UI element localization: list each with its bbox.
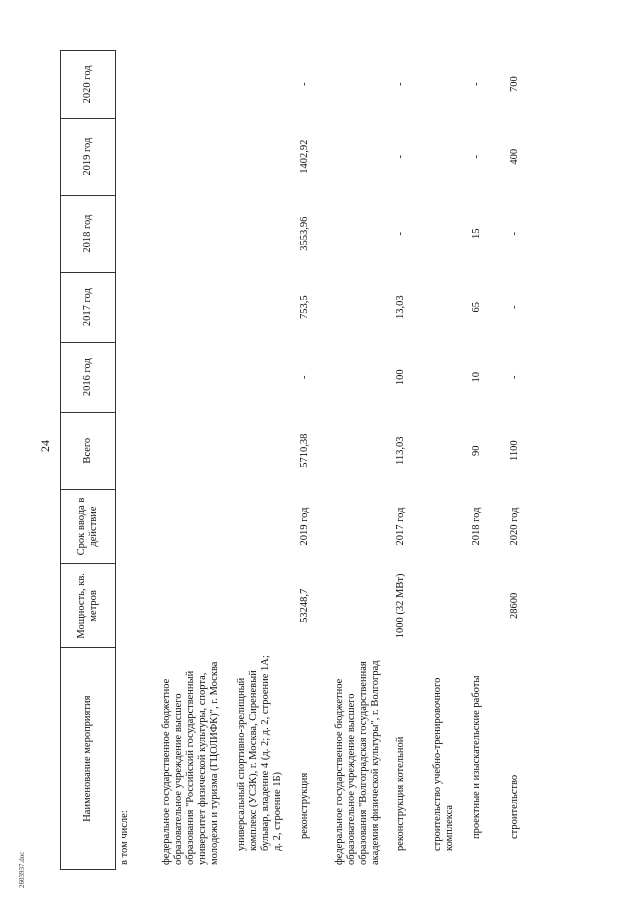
row-2017: - [509,305,521,309]
row-empty [331,51,385,648]
row-power: 1000 (32 МВт) [395,573,407,639]
row-total: 113,03 [395,436,407,465]
row-name: федеральное государственное бюджетное образовательное учреждение высшего образования "Волгоградская государственная академия физической культуры", г. Волгоград [334,660,382,865]
row-2019: 1402,92 [299,139,311,174]
row-power: 53248,7 [299,588,311,623]
header-term: Срок ввода в действие [61,489,116,564]
row-name: строительство учебно-тренировочного комплекса [432,677,456,851]
row-name: федеральное государственное бюджетное образовательное учреждение высшего образования "Российский государственный университет физической культуры, спорта, молодежи и туризма (ГЦОЛИФК)", г. Москва [160,661,220,865]
row-term: 2017 год [395,507,407,546]
row-2017: 753,5 [299,295,311,319]
header-2018: 2018 год [61,195,116,272]
header-2019: 2019 год [61,118,116,195]
page-number: 24 [38,440,52,452]
row-name: реконструкция котельной [395,736,407,851]
row-empty [224,51,287,648]
header-2016: 2016 год [61,342,116,412]
row-2020: - [299,82,311,86]
row-2016: 10 [471,371,483,383]
row-2020: - [471,82,483,86]
row-name: проектные и изыскательские работы [471,675,483,839]
row-2018: - [395,231,407,236]
table-row [459,51,499,870]
table-row [224,51,287,870]
row-total: 90 [471,445,483,456]
row-2019: - [395,154,407,159]
row-2016: - [299,375,311,379]
row-term: 2020 год [509,507,521,546]
row-2020: - [395,82,407,86]
table-row [116,51,158,870]
row-total: 5710,38 [299,433,311,468]
table-row [331,51,385,870]
row-term: 2018 год [471,507,483,546]
row-2017: 65 [471,301,483,313]
row-2019: - [471,154,483,159]
row-power [459,564,499,648]
row-term: 2019 год [299,507,311,546]
row-2018: 15 [471,228,483,239]
row-power: 28600 [509,592,521,619]
row-name: строительство [509,774,521,839]
measures-table [60,50,535,870]
row-2016: 100 [395,369,407,386]
header-total: Всего [61,412,116,489]
table-row [287,51,331,870]
header-name: Наименование мероприятия [61,648,116,870]
table-header-row [61,51,116,870]
row-total: 1100 [509,440,521,461]
row-2017: 13,03 [395,295,407,319]
header-power: Мощность, кв. метров [61,564,116,648]
row-name: реконструкция [299,772,311,839]
table-row [385,51,429,870]
row-2018: 3553,96 [299,216,311,251]
table-row [499,51,535,870]
rotated-table-area [60,50,620,870]
document-code: 2603937.doc [18,851,26,888]
row-2016: - [509,375,521,379]
row-empty [158,51,224,648]
row-empty [429,51,459,648]
row-2020: 700 [509,76,521,92]
row-name: универсальный спортивно-зрелищный комплекс (УСЗК), г. Москва, Сиреневый бульвар, владение 4 (д. 2; д. 2, строение 1А; д. 2, строение 1Б) [235,655,283,851]
row-2019: 400 [509,148,521,165]
table-row [158,51,224,870]
row-name: в том числе: [119,810,130,865]
row-2018: - [509,231,521,236]
header-2017: 2017 год [61,272,116,342]
header-2020: 2020 год [61,51,116,119]
table-row [429,51,459,870]
row-empty [116,51,158,648]
